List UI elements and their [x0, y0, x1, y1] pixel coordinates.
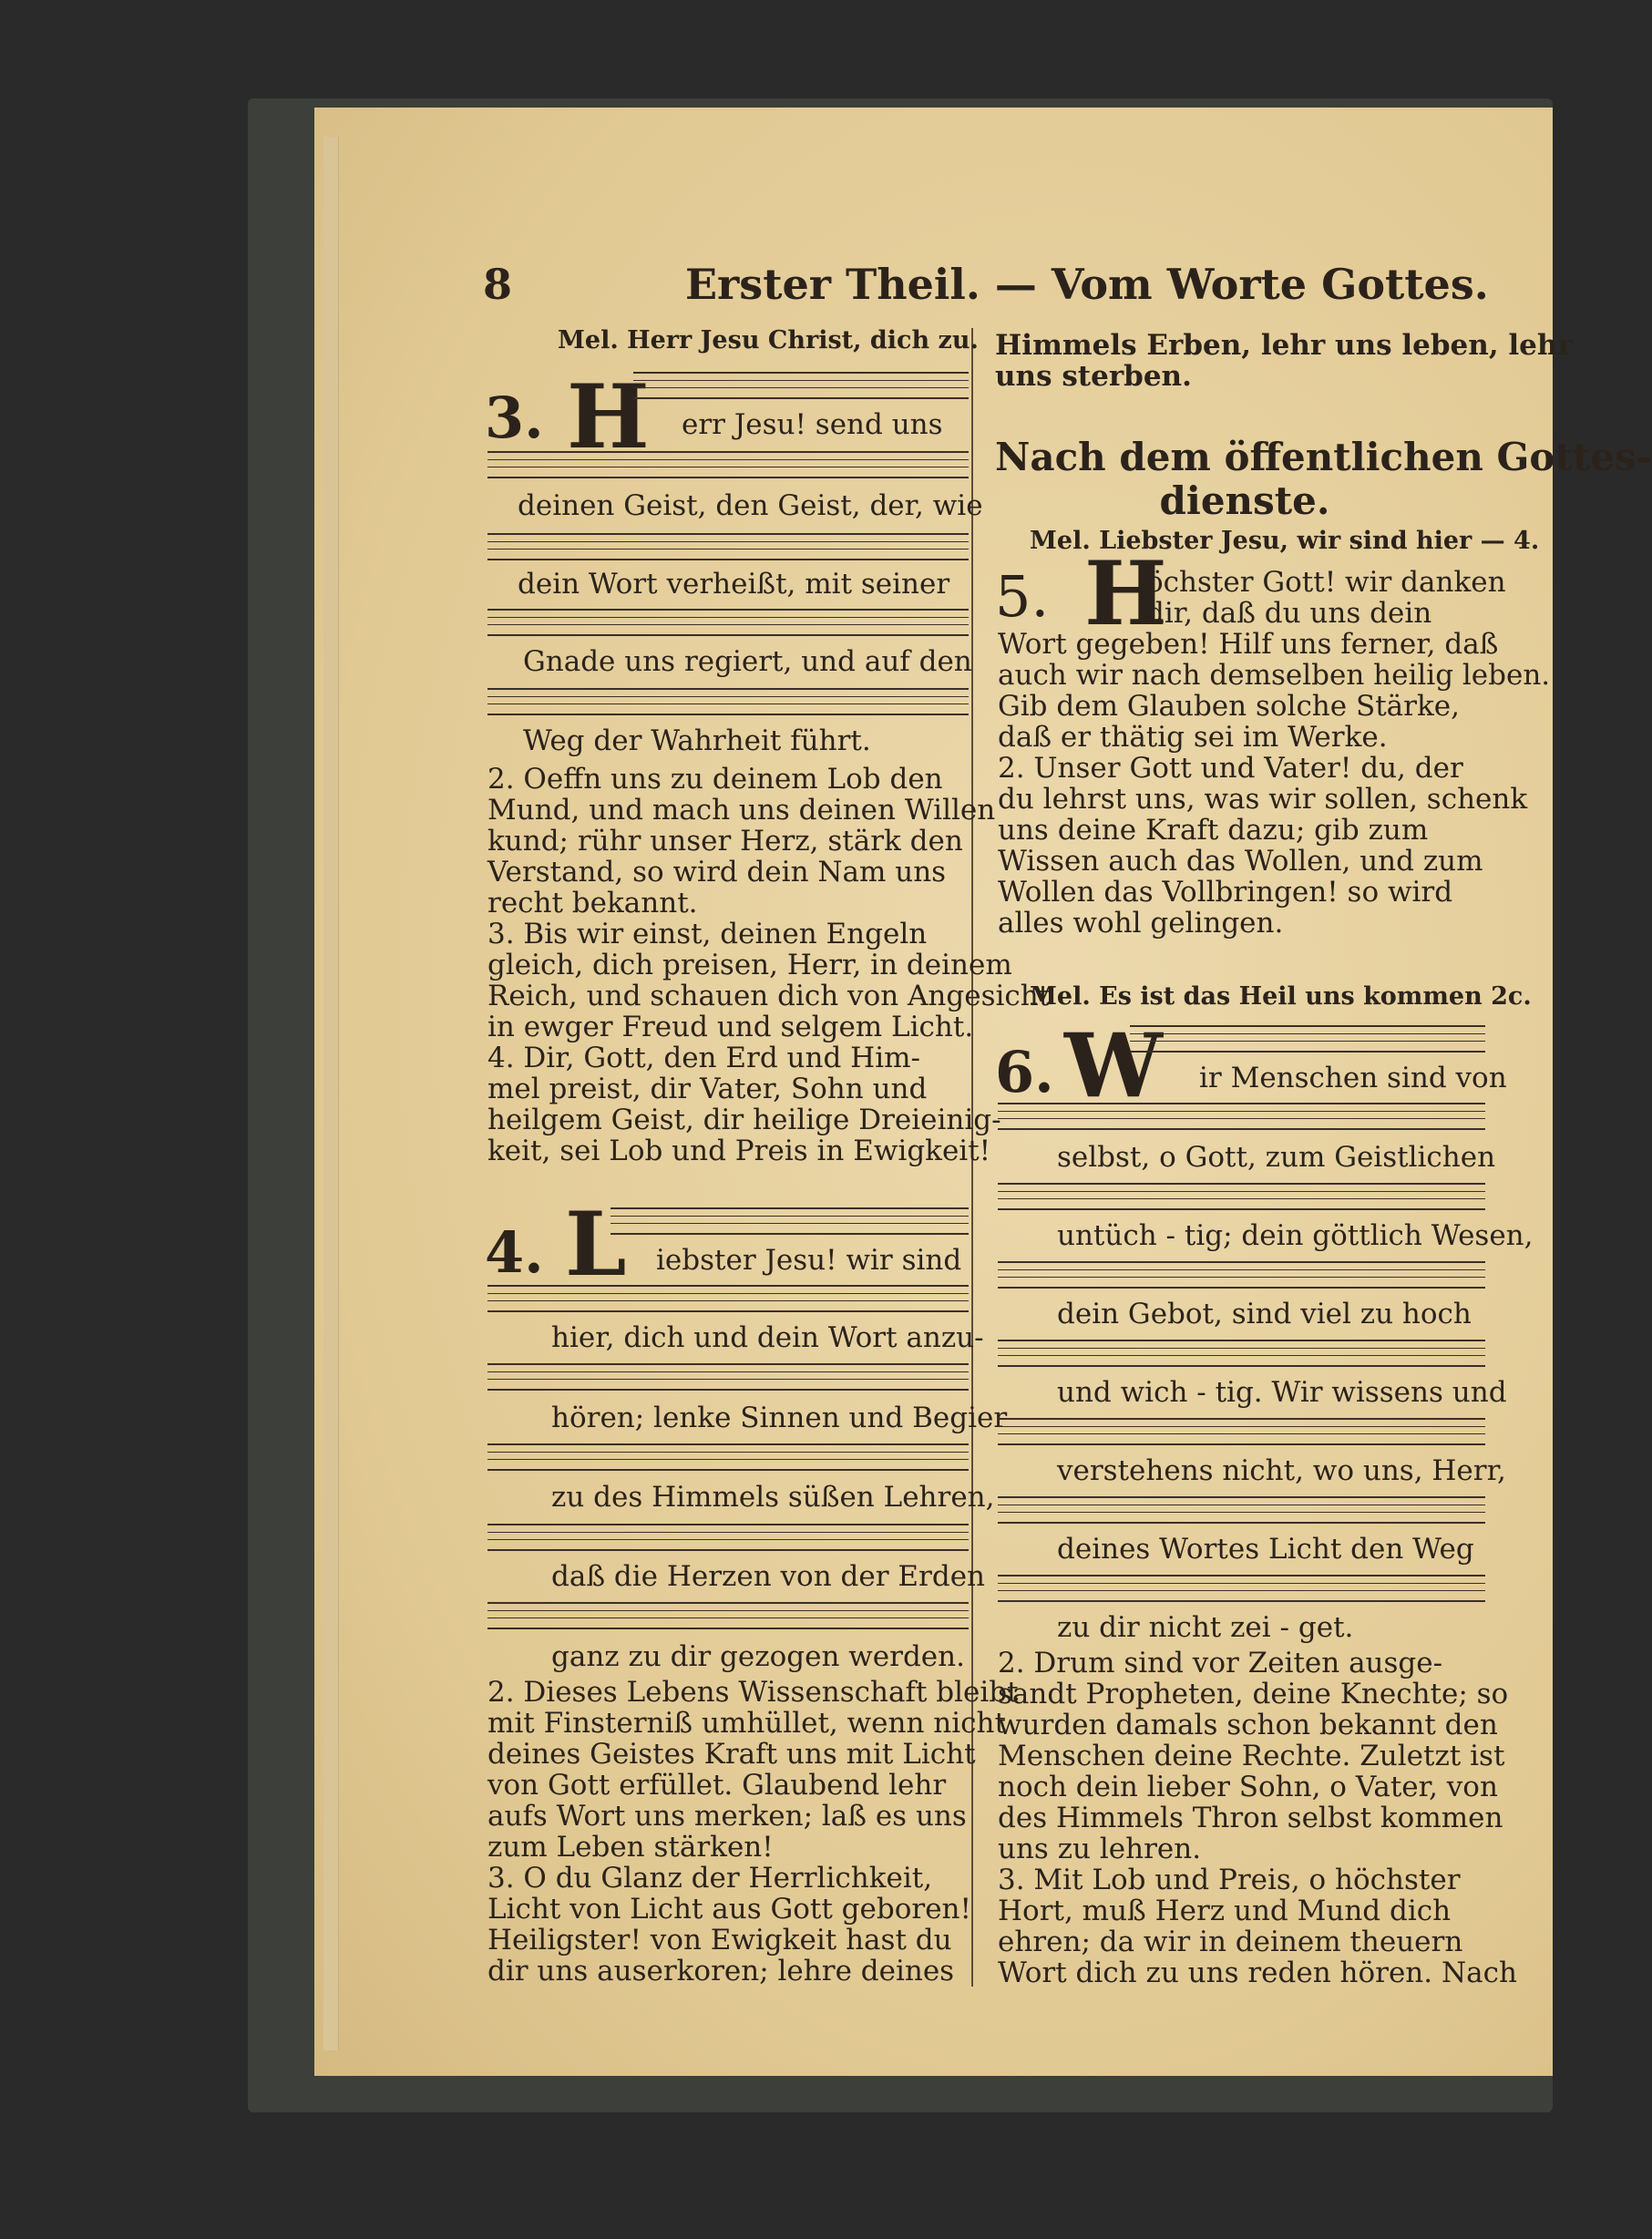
verse-line: noch dein lieber Sohn, o Vater, von: [998, 1771, 1498, 1803]
verse-line: Reich, und schauen dich von Angesicht: [487, 980, 1051, 1012]
verse-line: 2. Oeffn uns zu deinem Lob den: [487, 763, 943, 796]
verse-line: zum Leben stärken!: [487, 1831, 774, 1864]
verse-line: sandt Propheten, deine Knechte; so: [998, 1678, 1509, 1710]
hymn6-line-4: dein Gebot, sind viel zu hoch: [1057, 1298, 1472, 1330]
verse-line: in ewger Freud und selgem Licht.: [487, 1011, 974, 1043]
verse-line: Wollen das Vollbringen! so wird: [998, 876, 1453, 909]
verse-line: Heiligster! von Ewigkeit hast du: [487, 1924, 952, 1957]
verse-line: 3. O du Glanz der Herrlichkeit,: [487, 1862, 933, 1895]
verse-line: Wort gegeben! Hilf uns ferner, daß: [998, 628, 1499, 661]
hymn5-verses: [998, 629, 1550, 939]
hymn6-number: 6.: [995, 1039, 1054, 1105]
verse-line: Wissen auch das Wollen, und zum: [998, 845, 1483, 878]
verse-line: von Gott erfüllet. Glaubend lehr: [487, 1769, 947, 1802]
music-staff: [487, 533, 969, 560]
hymn3-line-2: deinen Geist, den Geist, der, wie: [518, 489, 983, 522]
continuation-text: [995, 330, 1573, 392]
verse-line: des Himmels Thron selbst kommen: [998, 1802, 1503, 1834]
hymn5-initial: H: [1084, 542, 1167, 645]
hymn3-line-3: dein Wort verheißt, mit seiner: [518, 568, 950, 601]
music-staff: [487, 1602, 969, 1629]
verse-line: recht bekannt.: [487, 887, 698, 919]
verse-line: du lehrst uns, was wir sollen, schenk: [998, 783, 1528, 816]
hymn6-line-8: zu dir nicht zei - get.: [1057, 1611, 1354, 1644]
hymn4-line-5: daß die Herzen von der Erden: [551, 1560, 986, 1593]
music-staff: [633, 372, 969, 399]
hymn6-line-2: selbst, o Gott, zum Geistlichen: [1057, 1141, 1496, 1174]
music-staff: [998, 1183, 1485, 1210]
hymn6-line-5: und wich - tig. Wir wissens und: [1057, 1376, 1507, 1409]
hymn3-line-4: Gnade uns regiert, und auf den: [523, 645, 972, 678]
hymn4-line-3: hören; lenke Sinnen und Begier: [551, 1402, 1008, 1434]
verse-line: 2. Drum sind vor Zeiten ausge-: [998, 1647, 1443, 1679]
hymn5-line-2: dir, daß du uns dein: [1146, 597, 1432, 630]
verse-line: uns zu lehren.: [998, 1833, 1202, 1865]
hymn3-initial: H: [567, 365, 650, 468]
music-staff: [998, 1340, 1485, 1367]
verse-line: ehren; da wir in deinem theuern: [998, 1926, 1463, 1958]
section-title: [995, 435, 1652, 523]
verse-line: 3. Bis wir einst, deinen Engeln: [487, 918, 928, 950]
verse-line: Licht von Licht aus Gott geboren!: [487, 1893, 971, 1926]
verse-line: Mund, und mach uns deinen Willen: [487, 794, 996, 827]
hymn3-verses: [487, 764, 1050, 1166]
verse-line: heilgem Geist, dir heilige Dreieinig-: [487, 1104, 1001, 1136]
verse-line: Menschen deine Rechte. Zuletzt ist: [998, 1740, 1505, 1772]
hymn6-line-3: untüch - tig; dein göttlich Wesen,: [1057, 1219, 1534, 1252]
hymn6-verses: [998, 1648, 1517, 1988]
verse-line: dir uns auserkoren; lehre deines: [487, 1955, 955, 1987]
music-staff: [487, 1443, 969, 1471]
hymn4-line-2: hier, dich und dein Wort anzu-: [551, 1321, 984, 1354]
running-title: Erster Theil. — Vom Worte Gottes.: [685, 260, 1489, 309]
hymn6-line-7: deines Wortes Licht den Weg: [1057, 1533, 1474, 1566]
hymn3-melody: Mel. Herr Jesu Christ, dich zu.: [558, 326, 979, 354]
verse-line: daß er thätig sei im Werke.: [998, 721, 1388, 754]
music-staff: [487, 609, 969, 636]
verse-line: 2. Unser Gott und Vater! du, der: [998, 752, 1463, 785]
verse-line: mit Finsterniß umhüllet, wenn nicht: [487, 1707, 1006, 1740]
music-staff: [998, 1575, 1485, 1602]
verse-line: 4. Dir, Gott, den Erd und Him-: [487, 1042, 920, 1074]
section-title-line: Nach dem öffentlichen Gottes-: [995, 435, 1652, 479]
verse-line: keit, sei Lob und Preis in Ewigkeit!: [487, 1135, 991, 1167]
verse-line: uns deine Kraft dazu; gib zum: [998, 814, 1429, 847]
music-staff: [487, 451, 969, 478]
verse-line: mel preist, dir Vater, Sohn und: [487, 1073, 928, 1105]
music-staff: [998, 1261, 1485, 1289]
page-edge: [323, 137, 339, 2050]
music-staff: [611, 1207, 969, 1235]
page-number: 8: [483, 260, 513, 309]
hymn3-line-1: err Jesu! send uns: [682, 408, 943, 441]
hymn4-number: 4.: [485, 1219, 544, 1286]
hymn6-line-6: verstehens nicht, wo uns, Herr,: [1057, 1454, 1506, 1487]
hymn5-line-1: öchster Gott! wir danken: [1146, 566, 1506, 599]
verse-line: Gib dem Glauben solche Stärke,: [998, 690, 1460, 723]
music-staff: [487, 1363, 969, 1391]
music-staff: [487, 1285, 969, 1312]
hymn5-melody: Mel. Liebster Jesu, wir sind hier — 4.: [1030, 527, 1540, 555]
verse-line: wurden damals schon bekannt den: [998, 1709, 1498, 1741]
music-staff: [998, 1103, 1485, 1130]
hymn4-verses: [487, 1677, 1019, 1987]
verse-line: deines Geistes Kraft uns mit Licht: [487, 1738, 976, 1771]
hymn5-number: 5.: [995, 563, 1050, 630]
hymn6-line-1: ir Menschen sind von: [1199, 1062, 1507, 1094]
verse-line: Wort dich zu uns reden hören. Nach: [998, 1957, 1517, 1989]
verse-line: Verstand, so wird dein Nam uns: [487, 856, 947, 888]
section-title-line: dienste.: [1159, 478, 1330, 523]
hymn4-line-4: zu des Himmels süßen Lehren,: [551, 1481, 995, 1514]
verse-line: uns sterben.: [995, 360, 1192, 393]
verse-line: Himmels Erben, lehr uns leben, lehr: [995, 329, 1573, 362]
hymn4-line-1: iebster Jesu! wir sind: [656, 1244, 962, 1277]
verse-line: gleich, dich preisen, Herr, in deinem: [487, 949, 1012, 981]
hymn3-line-5: Weg der Wahrheit führt.: [523, 724, 871, 757]
verse-line: Hort, muß Herz und Mund dich: [998, 1895, 1452, 1927]
hymn4-initial: L: [565, 1193, 627, 1296]
music-staff: [998, 1418, 1485, 1445]
verse-line: 2. Dieses Lebens Wissenschaft bleibt: [487, 1676, 1019, 1709]
verse-line: alles wohl gelingen.: [998, 907, 1284, 940]
music-staff: [998, 1496, 1485, 1524]
verse-line: kund; rühr unser Herz, stärk den: [487, 825, 963, 858]
music-staff: [487, 1524, 969, 1551]
hymn3-number: 3.: [485, 385, 544, 451]
music-staff: [1130, 1025, 1485, 1053]
hymn6-melody: Mel. Es ist das Heil uns kommen 2c.: [1030, 982, 1532, 1011]
verse-line: aufs Wort uns merken; laß es uns: [487, 1800, 967, 1833]
verse-line: auch wir nach demselben heilig leben.: [998, 659, 1551, 692]
hymn4-line-6: ganz zu dir gezogen werden.: [551, 1640, 965, 1673]
hymn6-initial: W: [1064, 1014, 1163, 1117]
verse-line: 3. Mit Lob und Preis, o höchster: [998, 1864, 1461, 1896]
music-staff: [487, 688, 969, 715]
